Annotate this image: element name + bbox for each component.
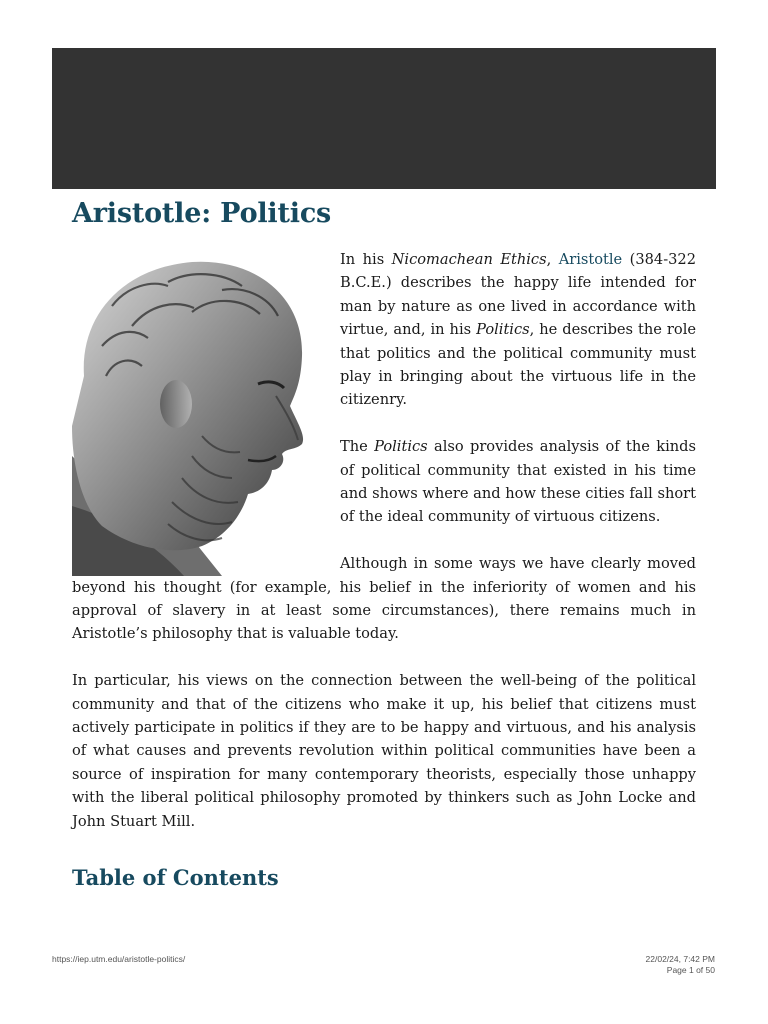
header-banner bbox=[52, 48, 716, 189]
work-title: Politics bbox=[476, 321, 530, 339]
footer-url: https://iep.utm.edu/aristotle-politics/ bbox=[52, 954, 186, 964]
paragraph-legacy: Although in some ways we have clearly moved beyond his thought (for example, his belief in the inferiority of women and his approval of slavery in at least some circumstances), there remains much in Aristotle’s philosophy that is valuable today. bbox=[72, 555, 696, 643]
text-span: The bbox=[340, 438, 375, 456]
work-title: Politics bbox=[374, 438, 428, 456]
text-span: (384-322 B.C.E.) describes the happy life intended for man by nature as one lived in accordance with virtue, and, in his bbox=[340, 251, 696, 339]
footer-page-number: Page 1 of 50 bbox=[666, 965, 715, 975]
page-title: Aristotle: Politics bbox=[72, 198, 332, 229]
image-float-spacer bbox=[72, 248, 324, 575]
aristotle-link[interactable]: Aristotle bbox=[558, 251, 623, 268]
footer-meta bbox=[646, 954, 715, 976]
work-title: Nicomachean Ethics bbox=[391, 251, 547, 268]
article-body bbox=[72, 248, 696, 857]
text-span: , bbox=[546, 251, 559, 268]
table-of-contents-heading: Table of Contents bbox=[72, 865, 279, 890]
text-span: also provides analysis of the kinds of political community that existed in his time and shows where and how these cities fall short of the ideal community of virtuous citizens. bbox=[340, 438, 696, 526]
paragraph-influence: In particular, his views on the connection between the well-being of the political community and that of the citizens who make it up, his belief that citizens must actively participate in politics if they are to be happy and virtuous, and his analysis of what causes and prevents revolution within political communities have been a source of inspiration for many contemporary theorists, especially those unhappy with the liberal political philosophy promoted by thinkers such as John Locke and John Stuart Mill. bbox=[72, 672, 696, 830]
footer-datetime: 22/02/24, 7:42 PM bbox=[645, 954, 715, 964]
text-span: In his bbox=[340, 251, 392, 268]
text-span: , he describes the role that politics and the political community must play in bringing about the virtuous life in the citizenry. bbox=[340, 321, 696, 409]
